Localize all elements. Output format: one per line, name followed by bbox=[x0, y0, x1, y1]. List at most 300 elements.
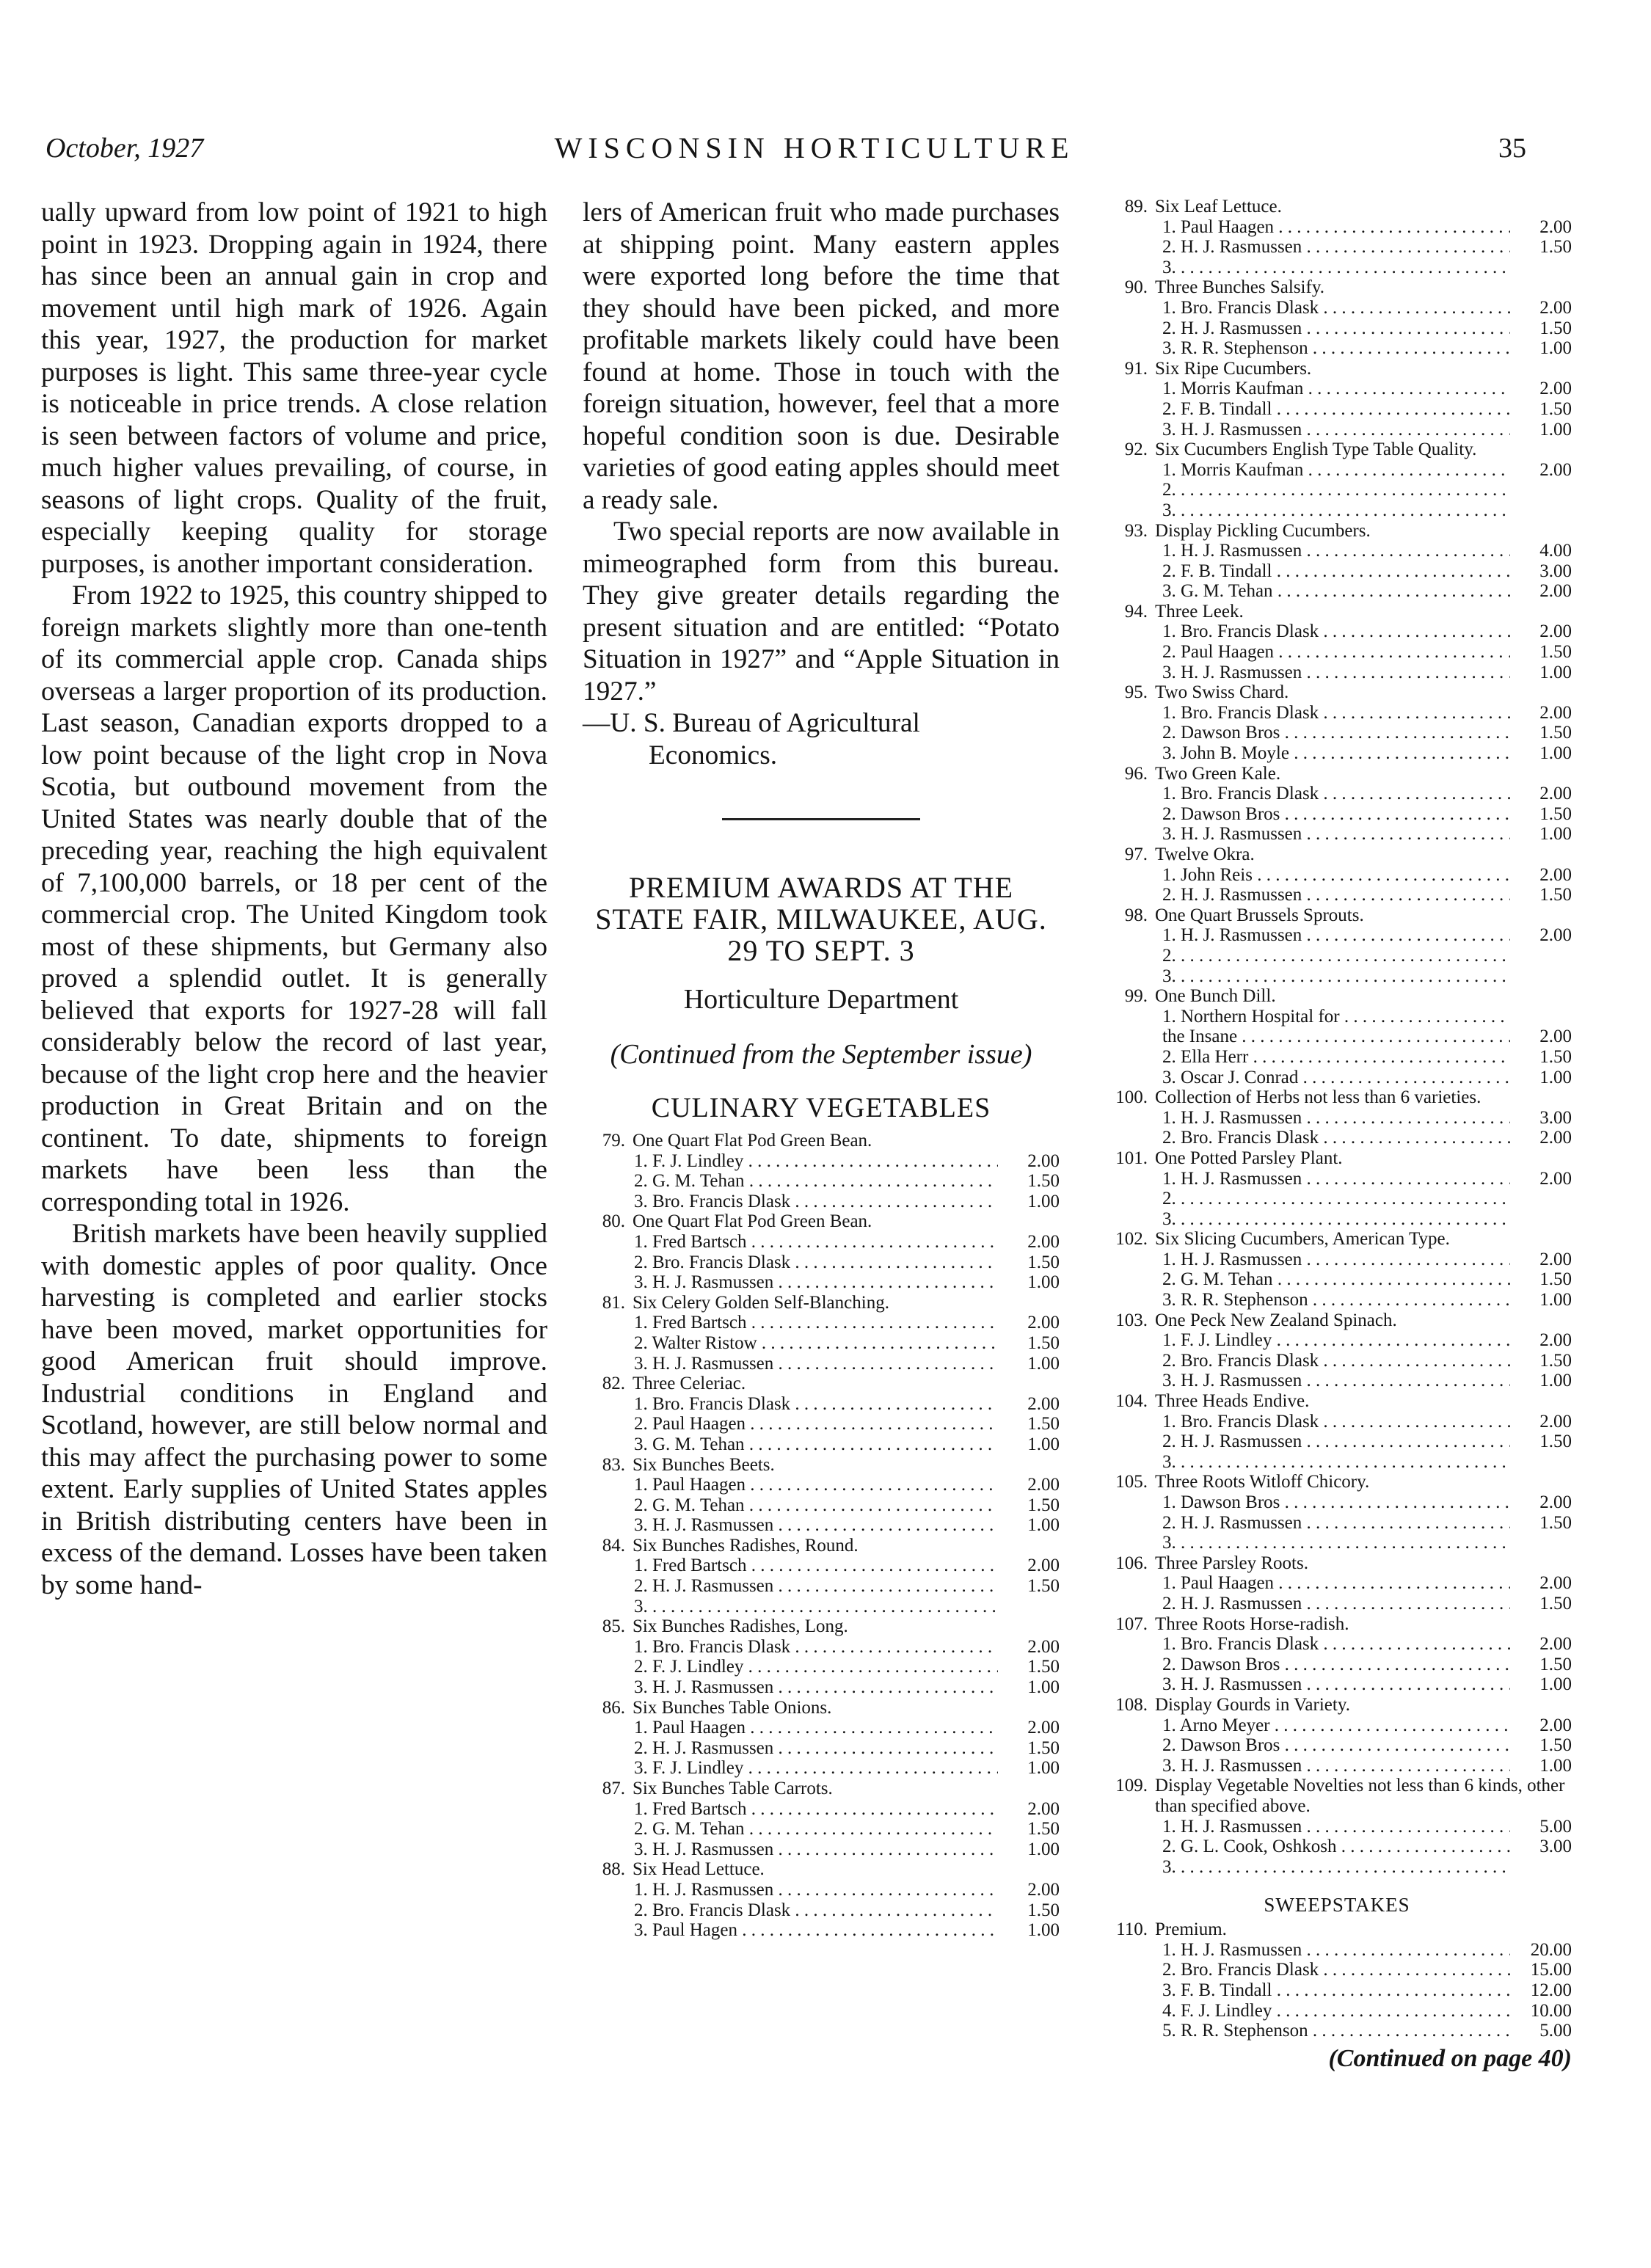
prize-amount: 3.00 bbox=[1539, 1107, 1572, 1128]
class-number: 107. bbox=[1115, 1614, 1148, 1634]
winner-name: 1. H. J. Rasmussen . . . bbox=[1162, 541, 1510, 561]
premium-class-title bbox=[1102, 845, 1572, 865]
award-row bbox=[583, 1799, 1060, 1820]
class-number: 90. bbox=[1124, 277, 1148, 298]
class-number: 79. bbox=[602, 1131, 625, 1151]
award-row bbox=[583, 1333, 1060, 1354]
article-paragraph: From 1922 to 1925, this country shipped to foreign markets slightly more than one-tenth of its commercial apple crop. Canada ships overseas a larger proportion of its production. Last season, Canadian exports dropped to a low point because of the light crop in Nova Scotia, but outbound movement from the United States was nearly double that of the preceding year, reaching the high equivalent of 7,100,000 barrels, or 18 per cent of the commercial crop. The United Kingdom took most of these shipments, but Germany also proved a splendid outlet. It is generally believed that exports for 1927-28 will fall considerably below the record of last year, because of the light crop here and the heavier production in Great Britain and on the continent. To date, shipments to foreign markets have been less than the corresponding total in 1926. bbox=[41, 580, 547, 1217]
award-row bbox=[1102, 2021, 1572, 2041]
winner-name: 2. Paul Haagen . . . bbox=[1162, 642, 1510, 663]
winner-name: 3. H. J. Rasmussen . . . bbox=[634, 1272, 998, 1293]
class-number: 105. bbox=[1115, 1472, 1148, 1492]
prize-amount: 20.00 bbox=[1530, 1939, 1572, 1960]
winner-name: 3. Oscar J. Conrad . . . bbox=[1162, 1068, 1510, 1088]
class-number: 97. bbox=[1124, 845, 1148, 864]
award-row bbox=[583, 1252, 1060, 1273]
class-description: Six Cucumbers English Type Table Quality. bbox=[1155, 440, 1477, 460]
prize-amount: 1.50 bbox=[1539, 398, 1572, 419]
award-row bbox=[1102, 966, 1572, 987]
prize-amount bbox=[1510, 1857, 1572, 1878]
winner-name: 3. R. R. Stephenson . . . bbox=[1162, 338, 1510, 359]
class-description: One Quart Flat Pod Green Bean. bbox=[633, 1211, 872, 1232]
premium-entry bbox=[1102, 359, 1572, 440]
award-row bbox=[1102, 1412, 1572, 1432]
winner-name: 3. . . . bbox=[1162, 966, 1510, 987]
prize-amount: 2.00 bbox=[1027, 1475, 1060, 1495]
premium-entry bbox=[1102, 440, 1572, 520]
winner-name: the Insane . . . bbox=[1162, 1027, 1510, 1047]
class-number: 101. bbox=[1115, 1148, 1148, 1168]
prize-amount: 1.50 bbox=[1027, 1576, 1060, 1597]
class-number: 93. bbox=[1124, 520, 1148, 541]
award-row bbox=[1102, 1209, 1572, 1230]
award-row bbox=[1102, 338, 1572, 359]
class-description: Two Swiss Chard. bbox=[1155, 682, 1289, 703]
winner-name: 1. Fred Bartsch . . . bbox=[634, 1556, 998, 1576]
premium-class-title bbox=[1102, 1148, 1572, 1169]
class-description: Six Bunches Beets. bbox=[633, 1454, 775, 1475]
prize-amount: 2.00 bbox=[1539, 1027, 1572, 1047]
class-description: Display Vegetable Novelties not less than 6 kinds, other than specified above. bbox=[1155, 1776, 1565, 1816]
section-divider bbox=[722, 818, 920, 820]
winner-name: 1. Northern Hospital for . . . bbox=[1162, 1007, 1510, 1027]
prize-amount: 2.00 bbox=[1027, 1231, 1060, 1252]
prize-amount: 2.00 bbox=[1027, 1151, 1060, 1171]
class-number: 103. bbox=[1115, 1310, 1148, 1330]
prize-amount: 1.50 bbox=[1027, 1819, 1060, 1839]
award-row bbox=[1102, 298, 1572, 318]
award-row bbox=[1102, 1533, 1572, 1553]
premium-class-title bbox=[583, 1616, 1060, 1637]
winner-name: 2. H. J. Rasmussen . . . bbox=[1162, 237, 1510, 258]
prize-amount bbox=[998, 1597, 1060, 1617]
premium-class-title bbox=[1102, 1695, 1572, 1715]
prize-amount: 3.00 bbox=[1539, 1837, 1572, 1857]
winner-name: 2. G. M. Tehan . . . bbox=[634, 1495, 998, 1516]
award-row bbox=[1102, 500, 1572, 521]
prize-amount bbox=[1510, 946, 1572, 966]
prize-amount bbox=[1510, 500, 1572, 521]
prize-amount: 1.00 bbox=[1539, 1755, 1572, 1776]
prize-amount bbox=[1510, 258, 1572, 278]
winner-name: 1. Bro. Francis Dlask . . . bbox=[1162, 784, 1510, 804]
award-row bbox=[1102, 1715, 1572, 1736]
winner-name: 3. Bro. Francis Dlask . . . bbox=[634, 1192, 998, 1212]
class-description: Two Green Kale. bbox=[1155, 763, 1281, 784]
class-number: 94. bbox=[1124, 601, 1148, 621]
winner-name: 1. Bro. Francis Dlask . . . bbox=[1162, 298, 1510, 318]
prize-amount: 1.00 bbox=[1539, 1371, 1572, 1391]
award-row bbox=[1102, 663, 1572, 683]
award-row bbox=[1102, 865, 1572, 886]
award-row bbox=[583, 1637, 1060, 1658]
premium-entry bbox=[583, 1616, 1060, 1697]
prize-amount: 1.50 bbox=[1027, 1414, 1060, 1434]
prize-amount: 5.00 bbox=[1539, 1816, 1572, 1837]
class-description: One Peck New Zealand Spinach. bbox=[1155, 1310, 1397, 1330]
winner-name: 2. Dawson Bros . . . bbox=[1162, 1735, 1510, 1756]
premium-entry bbox=[1102, 521, 1572, 602]
premium-class-title bbox=[583, 1374, 1060, 1394]
premium-entry bbox=[583, 1131, 1060, 1211]
prize-amount bbox=[1510, 1209, 1572, 1230]
award-row bbox=[583, 1576, 1060, 1597]
winner-name: 3. H. J. Rasmussen . . . bbox=[1162, 1756, 1510, 1776]
premium-class-title bbox=[1102, 1229, 1572, 1250]
prize-amount: 1.00 bbox=[1539, 743, 1572, 764]
premium-class-title bbox=[583, 1779, 1060, 1799]
prize-amount: 2.00 bbox=[1027, 1798, 1060, 1819]
prize-amount: 1.50 bbox=[1539, 318, 1572, 338]
prize-amount: 1.50 bbox=[1539, 1432, 1572, 1452]
class-number: 81. bbox=[602, 1292, 625, 1313]
award-row bbox=[1102, 1756, 1572, 1776]
premium-class-title bbox=[1102, 1553, 1572, 1574]
prize-amount: 1.00 bbox=[1027, 1515, 1060, 1536]
prize-amount: 2.00 bbox=[1539, 297, 1572, 318]
prize-amount: 1.00 bbox=[1539, 662, 1572, 682]
winner-name: 2. Dawson Bros . . . bbox=[1162, 1655, 1510, 1675]
class-description: Display Pickling Cucumbers. bbox=[1155, 520, 1371, 541]
prize-amount: 2.00 bbox=[1539, 1573, 1572, 1594]
class-description: Six Celery Golden Self-Blanching. bbox=[633, 1292, 889, 1313]
award-row bbox=[1102, 1634, 1572, 1655]
left-column bbox=[41, 197, 547, 1601]
winner-name: 1. H. J. Rasmussen . . . bbox=[1162, 1940, 1510, 1961]
award-row bbox=[1102, 237, 1572, 258]
class-number: 92. bbox=[1124, 440, 1148, 460]
premium-class-title bbox=[1102, 1614, 1572, 1635]
prize-amount: 2.00 bbox=[1539, 1168, 1572, 1189]
award-row bbox=[1102, 1169, 1572, 1189]
prize-amount: 1.50 bbox=[1539, 1735, 1572, 1756]
winner-name: 2. H. J. Rasmussen . . . bbox=[1162, 1594, 1510, 1614]
prize-amount: 2.00 bbox=[1539, 925, 1572, 946]
premium-class-title bbox=[1102, 682, 1572, 703]
class-description: Three Parsley Roots. bbox=[1155, 1553, 1308, 1573]
prize-amount: 1.00 bbox=[1539, 1674, 1572, 1695]
winner-name: 1. H. J. Rasmussen . . . bbox=[634, 1880, 998, 1900]
winner-name: 2. Bro. Francis Dlask . . . bbox=[634, 1252, 998, 1273]
winner-name: 3. . . . bbox=[1162, 1452, 1510, 1473]
article-paragraph: Two special reports are now available in mimeographed form from this bureau. They give greater details regarding the present situation and are entitled: “Potato Situation in 1927” and “Apple Situation in 1927.” bbox=[583, 517, 1060, 707]
award-row bbox=[1102, 1330, 1572, 1351]
award-row bbox=[1102, 217, 1572, 238]
premium-entry bbox=[583, 1536, 1060, 1616]
class-number: 82. bbox=[602, 1374, 625, 1394]
award-row bbox=[1102, 1492, 1572, 1513]
prize-amount: 1.50 bbox=[1539, 237, 1572, 258]
award-row bbox=[583, 1192, 1060, 1212]
prize-amount: 1.50 bbox=[1027, 1171, 1060, 1192]
premium-entry bbox=[583, 1698, 1060, 1779]
winner-name: 1. Fred Bartsch . . . bbox=[634, 1799, 998, 1820]
class-description: Six Bunches Radishes, Long. bbox=[633, 1616, 848, 1637]
award-row bbox=[1102, 824, 1572, 845]
prize-amount: 2.00 bbox=[1539, 379, 1572, 399]
winner-name: 2. Dawson Bros . . . bbox=[1162, 804, 1510, 825]
award-row bbox=[1102, 1432, 1572, 1452]
winner-name: 3. H. J. Rasmussen . . . bbox=[634, 1354, 998, 1374]
prize-amount: 2.00 bbox=[1539, 784, 1572, 804]
award-row bbox=[1102, 784, 1572, 804]
prize-amount: 1.00 bbox=[1027, 1191, 1060, 1211]
award-row bbox=[1102, 561, 1572, 582]
premium-class-title bbox=[1102, 1310, 1572, 1331]
premium-entry bbox=[1102, 1310, 1572, 1391]
winner-name: 3. G. M. Tehan . . . bbox=[1162, 581, 1510, 602]
award-row bbox=[583, 1151, 1060, 1172]
class-number: 104. bbox=[1115, 1391, 1148, 1412]
premium-entry bbox=[583, 1374, 1060, 1454]
prize-amount: 2.00 bbox=[1539, 459, 1572, 480]
winner-name: 1. Morris Kaufman . . . bbox=[1162, 379, 1510, 399]
winner-name: 1. F. J. Lindley . . . bbox=[1162, 1330, 1510, 1351]
prize-amount: 1.00 bbox=[1027, 1677, 1060, 1698]
prize-amount: 1.50 bbox=[1027, 1900, 1060, 1920]
premium-class-title bbox=[1102, 986, 1572, 1007]
prize-amount: 2.00 bbox=[1027, 1556, 1060, 1576]
prize-amount: 1.00 bbox=[1539, 824, 1572, 845]
class-number: 99. bbox=[1124, 986, 1148, 1007]
winner-name: 1. John Reis . . . bbox=[1162, 865, 1510, 886]
winner-name: 1. Bro. Francis Dlask . . . bbox=[1162, 1634, 1510, 1655]
prize-amount: 2.00 bbox=[1027, 1636, 1060, 1657]
premium-entry bbox=[1102, 1391, 1572, 1472]
class-description: Six Slicing Cucumbers, American Type. bbox=[1155, 1229, 1450, 1250]
award-row bbox=[1102, 946, 1572, 966]
prize-amount: 2.00 bbox=[1539, 864, 1572, 885]
award-row bbox=[1102, 1189, 1572, 1209]
award-row bbox=[583, 1738, 1060, 1759]
award-row bbox=[1102, 1128, 1572, 1148]
winner-name: 2. G. M. Tehan . . . bbox=[1162, 1269, 1510, 1290]
premium-class-title bbox=[1102, 521, 1572, 542]
winner-name: 3. F. B. Tindall . . . bbox=[1162, 1980, 1510, 2001]
award-row bbox=[583, 1819, 1060, 1839]
award-row bbox=[1102, 1371, 1572, 1391]
winner-name: 2. . . . bbox=[1162, 1189, 1510, 1209]
premium-class-title bbox=[1102, 1919, 1572, 1940]
award-row bbox=[583, 1272, 1060, 1293]
premium-entry bbox=[583, 1779, 1060, 1859]
class-description: Six Ripe Cucumbers. bbox=[1155, 358, 1312, 379]
article-credit: —U. S. Bureau of Agricultural bbox=[583, 708, 920, 738]
prize-amount bbox=[1510, 1533, 1572, 1553]
winner-name: 3. F. J. Lindley . . . bbox=[634, 1758, 998, 1779]
class-description: Twelve Okra. bbox=[1155, 845, 1255, 864]
winner-name: 1. Bro. Francis Dlask . . . bbox=[1162, 621, 1510, 642]
sweepstakes-entry bbox=[1102, 1919, 1572, 2041]
winner-name: 1. Paul Haagen . . . bbox=[634, 1475, 998, 1495]
award-row bbox=[1102, 925, 1572, 946]
winner-name: 3. G. M. Tehan . . . bbox=[634, 1434, 998, 1455]
premium-class-title bbox=[1102, 1776, 1572, 1816]
prize-amount: 12.00 bbox=[1530, 1980, 1572, 2001]
prize-amount: 1.00 bbox=[1027, 1353, 1060, 1374]
winner-name: 1. Fred Bartsch . . . bbox=[634, 1232, 998, 1252]
award-row bbox=[583, 1434, 1060, 1455]
class-number: 106. bbox=[1115, 1553, 1148, 1573]
premium-entry bbox=[1102, 1472, 1572, 1553]
prize-amount: 2.00 bbox=[1539, 621, 1572, 642]
winner-name: 2. G. M. Tehan . . . bbox=[634, 1819, 998, 1839]
award-row bbox=[1102, 642, 1572, 663]
class-description: Three Leek. bbox=[1155, 601, 1244, 621]
class-number: 86. bbox=[602, 1697, 625, 1718]
winner-name: 1. Paul Haagen . . . bbox=[634, 1718, 998, 1738]
premium-class-title bbox=[583, 1698, 1060, 1718]
winner-name: 1. Bro. Francis Dlask . . . bbox=[1162, 1412, 1510, 1432]
prize-amount bbox=[1510, 1189, 1572, 1209]
winner-name: 2. H. J. Rasmussen . . . bbox=[1162, 1432, 1510, 1452]
continued-on-note: (Continued on page 40) bbox=[1328, 2044, 1572, 2072]
award-row bbox=[1102, 480, 1572, 500]
award-row bbox=[583, 1394, 1060, 1415]
class-description: Six Bunches Radishes, Round. bbox=[633, 1535, 859, 1556]
class-number: 96. bbox=[1124, 763, 1148, 784]
award-row bbox=[583, 1677, 1060, 1698]
class-number: 109. bbox=[1115, 1776, 1148, 1796]
winner-name: 3. . . . bbox=[1162, 500, 1510, 521]
winner-name: 3. . . . bbox=[1162, 1857, 1510, 1878]
publication-title: WISCONSIN HORTICULTURE bbox=[554, 131, 1075, 164]
winner-name: 2. Walter Ristow . . . bbox=[634, 1333, 998, 1354]
award-row bbox=[1102, 1027, 1572, 1047]
premium-class-title bbox=[1102, 1087, 1572, 1108]
prize-amount: 1.50 bbox=[1027, 1332, 1060, 1353]
class-number: 87. bbox=[602, 1779, 625, 1798]
winner-name: 3. H. J. Rasmussen . . . bbox=[1162, 663, 1510, 683]
class-description: One Quart Brussels Sprouts. bbox=[1155, 905, 1364, 925]
class-description: Six Bunches Table Onions. bbox=[633, 1697, 832, 1718]
award-row bbox=[1102, 1594, 1572, 1614]
premium-entry bbox=[1102, 602, 1572, 682]
winner-name: 1. Paul Haagen . . . bbox=[1162, 217, 1510, 238]
prize-amount: 1.50 bbox=[1027, 1738, 1060, 1758]
prize-amount: 2.00 bbox=[1539, 1128, 1572, 1148]
class-number: 98. bbox=[1124, 905, 1148, 925]
award-row bbox=[583, 1718, 1060, 1738]
prize-amount: 10.00 bbox=[1530, 2000, 1572, 2021]
premium-entry bbox=[1102, 1553, 1572, 1614]
prize-amount: 1.50 bbox=[1539, 1350, 1572, 1371]
winner-name: 2. F. J. Lindley . . . bbox=[634, 1657, 998, 1677]
award-row bbox=[583, 1839, 1060, 1860]
premium-class-title bbox=[1102, 277, 1572, 298]
winner-name: 3. H. J. Rasmussen . . . bbox=[1162, 1371, 1510, 1391]
winner-name: 2. . . . bbox=[1162, 946, 1510, 966]
prize-amount bbox=[1510, 1007, 1572, 1027]
prize-amount: 2.00 bbox=[1539, 1492, 1572, 1512]
prize-amount: 2.00 bbox=[1027, 1393, 1060, 1414]
prize-amount: 1.50 bbox=[1539, 642, 1572, 663]
class-description: Six Leaf Lettuce. bbox=[1155, 197, 1282, 216]
winner-name: 1. Fred Bartsch . . . bbox=[634, 1313, 998, 1333]
winner-name: 2. H. J. Rasmussen . . . bbox=[634, 1576, 998, 1597]
prize-amount: 2.00 bbox=[1539, 1715, 1572, 1735]
prize-amount: 1.50 bbox=[1539, 1654, 1572, 1674]
premium-entry bbox=[1102, 1695, 1572, 1776]
winner-name: 2. G. L. Cook, Oshkosh . . . bbox=[1162, 1837, 1510, 1857]
winner-name: 3. John B. Moyle . . . bbox=[1162, 743, 1510, 764]
premium-class-title bbox=[583, 1859, 1060, 1880]
premium-class-title bbox=[583, 1211, 1060, 1232]
winner-name: 3. H. J. Rasmussen . . . bbox=[634, 1515, 998, 1536]
award-row bbox=[1102, 723, 1572, 743]
prize-amount: 1.00 bbox=[1027, 1758, 1060, 1779]
award-row bbox=[1102, 1655, 1572, 1675]
prize-amount: 1.50 bbox=[1539, 1512, 1572, 1533]
culinary-vegetables-heading: CULINARY VEGETABLES bbox=[651, 1093, 991, 1123]
winner-name: 2. H. J. Rasmussen . . . bbox=[1162, 1513, 1510, 1534]
award-row bbox=[1102, 1250, 1572, 1270]
issue-date: October, 1927 bbox=[45, 133, 204, 164]
winner-name: 3. . . . bbox=[1162, 258, 1510, 278]
premium-entry bbox=[1102, 1229, 1572, 1310]
prize-amount: 2.00 bbox=[1539, 1249, 1572, 1269]
winner-name: 2. Ella Herr . . . bbox=[1162, 1047, 1510, 1068]
award-row bbox=[1102, 621, 1572, 642]
class-number: 89. bbox=[1124, 197, 1148, 216]
class-description: Six Bunches Table Carrots. bbox=[633, 1779, 833, 1798]
premium-entry bbox=[583, 1211, 1060, 1292]
middle-column bbox=[583, 197, 1060, 1941]
winner-name: 1. H. J. Rasmussen . . . bbox=[1162, 1250, 1510, 1270]
winner-name: 1. Dawson Bros . . . bbox=[1162, 1492, 1510, 1513]
winner-name: 3. . . . bbox=[1162, 1533, 1510, 1553]
winner-name: 1. Morris Kaufman . . . bbox=[1162, 460, 1510, 481]
class-number: 100. bbox=[1115, 1087, 1148, 1108]
award-row bbox=[1102, 258, 1572, 278]
prize-amount: 1.00 bbox=[1027, 1920, 1060, 1941]
award-row bbox=[1102, 581, 1572, 602]
premium-entry bbox=[583, 1293, 1060, 1374]
premium-list-middle bbox=[583, 1131, 1060, 1941]
prize-amount: 1.00 bbox=[1027, 1272, 1060, 1293]
premium-entry bbox=[1102, 1087, 1572, 1148]
prize-amount: 1.00 bbox=[1027, 1839, 1060, 1859]
award-row bbox=[1102, 1007, 1572, 1027]
prize-amount: 15.00 bbox=[1530, 1960, 1572, 1980]
prize-amount: 1.50 bbox=[1539, 723, 1572, 743]
premium-class-title bbox=[1102, 602, 1572, 622]
award-row bbox=[1102, 1980, 1572, 2001]
premium-list-right bbox=[1102, 197, 1572, 2075]
award-row bbox=[583, 1313, 1060, 1333]
prize-amount: 2.00 bbox=[1539, 1330, 1572, 1351]
prize-amount: 2.00 bbox=[1539, 216, 1572, 237]
class-number: 102. bbox=[1115, 1229, 1148, 1250]
award-row bbox=[583, 1515, 1060, 1536]
winner-name: 3. H. J. Rasmussen . . . bbox=[1162, 824, 1510, 845]
award-row bbox=[1102, 1674, 1572, 1695]
winner-name: 1. Bro. Francis Dlask . . . bbox=[634, 1637, 998, 1658]
award-row bbox=[583, 1556, 1060, 1576]
article-credit-continued: Economics. bbox=[649, 740, 778, 770]
prize-amount: 1.00 bbox=[1539, 338, 1572, 359]
premium-entry bbox=[1102, 986, 1572, 1087]
award-row bbox=[1102, 1857, 1572, 1878]
prize-amount: 1.50 bbox=[1539, 1269, 1572, 1290]
winner-name: 2. Bro. Francis Dlask . . . bbox=[634, 1900, 998, 1921]
award-row bbox=[583, 1232, 1060, 1252]
class-description: Three Roots Witloff Chicory. bbox=[1155, 1472, 1370, 1492]
award-row bbox=[583, 1171, 1060, 1192]
premium-class-title bbox=[1102, 197, 1572, 217]
prize-amount: 2.00 bbox=[1539, 1634, 1572, 1655]
class-description: Premium. bbox=[1155, 1919, 1227, 1940]
